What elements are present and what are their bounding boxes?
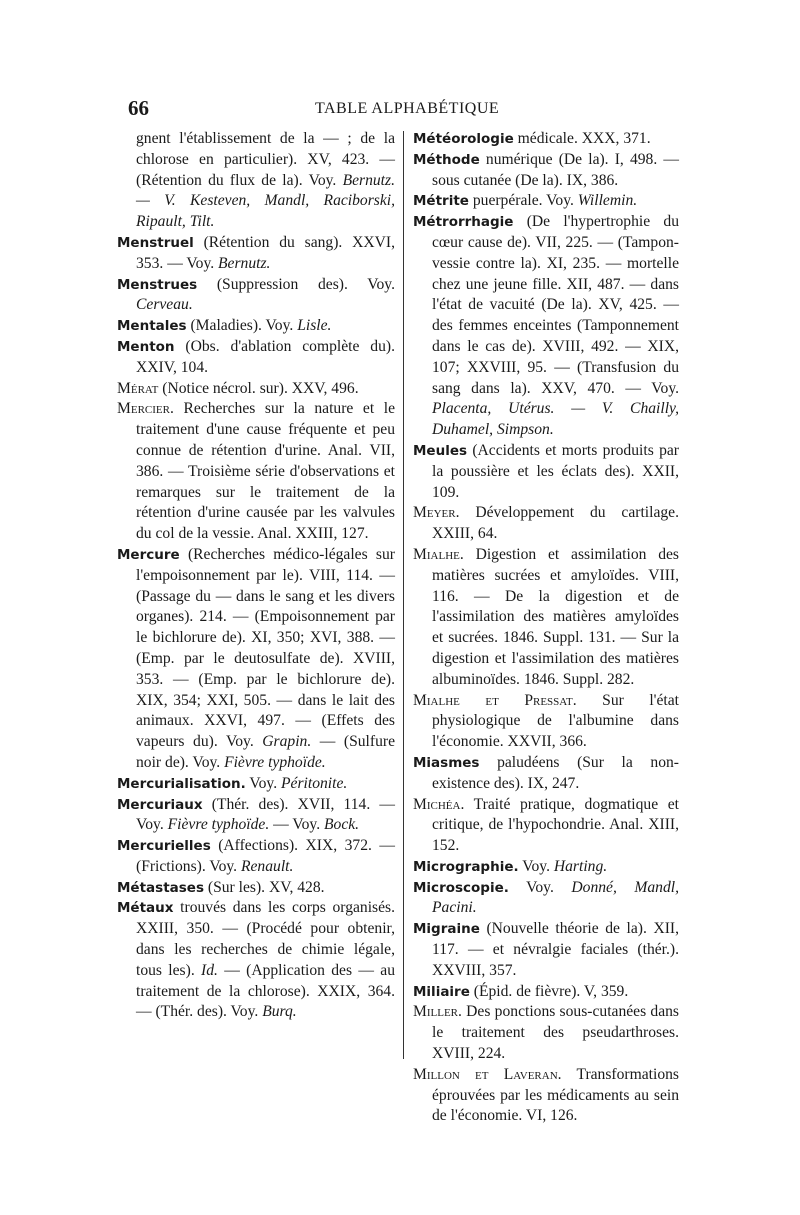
entry-headword: Méthode xyxy=(413,151,480,168)
entry-headword: Migraine xyxy=(413,921,480,938)
index-entry xyxy=(117,836,395,878)
entry-headword: Microscopie. xyxy=(413,879,509,896)
entry-text: (Suppression des). Voy. xyxy=(197,275,395,293)
index-entry xyxy=(117,337,395,379)
entry-text: (Accidents et morts produits par la poussière et les éclats des). XXII, 109. xyxy=(432,441,679,501)
entry-text: (Sur les). XV, 428. xyxy=(203,878,325,896)
index-entry xyxy=(413,919,679,981)
index-entry xyxy=(413,1065,679,1127)
entry-reference: Fièvre typhoïde. xyxy=(167,816,270,834)
entry-text: Digestion et assimilation des matières sucrées et amyloïdes. VIII, 116. — De la digestion et de l'assimilation des matières amyloïdes et sucrées. 1846. Suppl. 131. — Sur la digestion et l'assimilation des matières albuminoïdes. 1846. Suppl. 282. xyxy=(432,545,679,688)
index-entry xyxy=(413,878,679,920)
entry-text: (Maladies). Voy. xyxy=(186,317,298,335)
index-entry xyxy=(117,379,395,400)
entry-headword: Mercurialisation. xyxy=(117,775,246,792)
index-entry xyxy=(413,441,679,503)
entry-text: médicale. XXX, 371. xyxy=(513,130,651,147)
index-entry xyxy=(117,275,395,317)
index-entry xyxy=(117,795,395,837)
entry-reference: Renault. xyxy=(240,857,294,875)
entry-headword: Mercure xyxy=(117,546,180,563)
entry-text: Sur l'état physiologique de l'albumine dans l'économie. XXVII, 366. xyxy=(432,691,679,751)
entry-text: gnent l'établissement de la — ; de la chlorose en particulier). XV, 423. — (Rétention du flux de la). Voy. xyxy=(136,130,395,189)
entry-reference: Id. xyxy=(201,961,218,979)
entry-text: Traité pratique, dogmatique et critique, de l'hypochondrie. Anal. XIII, 152. xyxy=(432,795,679,855)
entry-text: Développement du cartilage. XXIII, 64. xyxy=(432,504,679,543)
right-column xyxy=(413,129,679,1127)
entry-reference: Donné, Mandl, Pacini. xyxy=(432,878,679,917)
entry-text: (Nouvelle théorie de la). XII, 117. — et névralgie faciales (thér.). XXVIII, 357. xyxy=(432,920,679,979)
index-entry xyxy=(413,503,679,545)
index-entry xyxy=(413,982,679,1003)
entry-text: Voy. xyxy=(245,774,282,792)
index-entry xyxy=(413,753,679,795)
entry-headword: Mercier. xyxy=(117,400,174,418)
entry-headword: Mialhe. xyxy=(413,545,464,563)
entry-headword: Métrorrhagie xyxy=(413,214,514,231)
index-entry xyxy=(413,545,679,691)
entry-headword: Meyer. xyxy=(413,504,460,522)
entry-headword: Miller. xyxy=(413,1003,462,1021)
entry-text: paludéens (Sur la non-existence des). IX, 247. xyxy=(432,753,679,792)
entry-headword: Millon et Laveran. xyxy=(413,1065,562,1083)
entry-reference: Fièvre typhoïde. xyxy=(224,753,326,771)
entry-headword: Micrographie. xyxy=(413,858,519,875)
entry-reference: Bernutz. xyxy=(218,254,271,272)
entry-text: trouvés dans les corps organisés. XXIII, 350. — (Procédé pour obtenir, dans les recherches de chimie légale, tous les). xyxy=(136,899,395,979)
entry-reference: Bock. xyxy=(324,816,360,834)
entry-headword: Mialhe et Pressat. xyxy=(413,691,577,709)
running-title: TABLE ALPHABÉTIQUE xyxy=(315,100,500,117)
entry-text: — (Application des — au traitement de la chlorose). XXIX, 364. — (Thér. des). Voy. xyxy=(136,961,395,1021)
entry-text: Voy. xyxy=(508,878,572,896)
entry-text: Recherches sur la nature et le traitement d'une cause fréquente et peu connue de rétention d'urine. Anal. VII, 386. — Troisième série d'observations et remarques sur le traitement de la rétention d'urine causée par les valvules du col de la vessie. Anal. XXIII, 127. xyxy=(136,400,395,543)
index-entry xyxy=(413,150,679,192)
index-entry xyxy=(413,795,679,857)
entry-text: (Recherches médico-légales sur l'empoisonnement par le). VIII, 114. — (Passage du — dans le sang et les divers organes). 214. — (Empoisonnement par le bichlorure de). XI, 350; XVI, 388. — (Emp. par le deutosulfate de). XVIII, 353. — (Emp. par le bichlorure de). XIX, 354; XXI, 505. — dans le lait des animaux. XXVI, 497. — (Effets des vapeurs du). Voy. xyxy=(136,545,395,751)
entry-headword: Mentales xyxy=(117,318,187,335)
entry-headword: Meules xyxy=(413,442,468,459)
entry-reference: Willemin. xyxy=(577,192,638,210)
entry-text: Transformations éprouvées par les médicaments au sein de l'économie. VI, 126. xyxy=(432,1065,679,1125)
entry-headword: Mercuriaux xyxy=(117,796,203,813)
index-entry xyxy=(413,857,679,878)
index-entry xyxy=(413,1002,679,1064)
index-entry xyxy=(117,233,395,275)
entry-reference: Cerveau. xyxy=(136,296,193,314)
entry-text: (Obs. d'ablation complète du). XXIV, 104. xyxy=(136,337,395,376)
entry-headword: Menstruel xyxy=(117,234,194,251)
entry-headword: Miliaire xyxy=(413,983,470,1000)
entry-reference: Péritonite. xyxy=(281,774,348,792)
entry-text: puerpérale. Voy. xyxy=(468,192,578,210)
entry-headword: Métaux xyxy=(117,900,174,917)
entry-text: (De l'hypertrophie du cœur cause de). VII, 225. — (Tampon-vessie contre la). XI, 235. — mortelle chez une jeune fille. XII, 487. — dans l'état de vacuité (De la). XV, 425. — des femmes enceintes (Tamponnement dans le cas de). XVIII, 492. — XIX, 107; XXVIII, 95. — (Transfusion du sang dans la). XXV, 470. — Voy. xyxy=(432,213,679,397)
index-entry xyxy=(413,691,679,753)
index-entry xyxy=(413,212,679,441)
entry-reference: Placenta, Utérus. — V. Chailly, Duhamel, Simpson. xyxy=(432,400,679,439)
entry-text: Voy. xyxy=(518,857,554,875)
page-header xyxy=(108,96,688,126)
entry-text: (Épid. de fièvre). V, 359. xyxy=(469,982,629,1000)
entry-reference: Burq. xyxy=(262,1003,297,1021)
entry-headword: Menton xyxy=(117,338,175,355)
entry-reference: Bernutz. — V. Kesteven, Mandl, Raciborski, Ripault, Tilt. xyxy=(136,171,395,231)
left-column xyxy=(117,129,395,1023)
index-entry xyxy=(117,399,395,545)
column-divider xyxy=(403,131,404,1059)
entry-headword: Métrite xyxy=(413,193,469,210)
index-entry xyxy=(117,878,395,899)
entry-headword: Météorologie xyxy=(413,131,514,147)
entry-text: Des ponctions sous-cutanées dans le traitement des pseudarthroses. XVIII, 224. xyxy=(432,1003,679,1063)
index-entry xyxy=(117,898,395,1023)
entry-headword: Michéa. xyxy=(413,795,465,813)
entry-text: (Rétention du sang). XXVI, 353. — Voy. xyxy=(136,233,395,272)
entry-text: — (Sulfure noir de). Voy. xyxy=(136,733,395,771)
entry-headword: Mérat xyxy=(117,379,159,397)
entry-reference: Lisle. xyxy=(297,317,332,335)
index-entry xyxy=(117,129,395,233)
index-entry xyxy=(413,129,679,150)
entry-text: (Affections). XIX, 372. — (Frictions). Voy. xyxy=(136,837,395,875)
index-entry xyxy=(117,774,395,795)
index-entry xyxy=(117,316,395,337)
entry-reference: Grapin. xyxy=(262,733,312,751)
page-number: 66 xyxy=(128,96,149,120)
entry-text: (Notice nécrol. sur). XXV, 496. xyxy=(158,379,359,397)
entry-text: — Voy. xyxy=(269,816,324,834)
entry-text: numérique (De la). I, 498. — sous cutanée (De la). IX, 386. xyxy=(432,150,679,189)
entry-headword: Mercurielles xyxy=(117,838,211,855)
entry-headword: Métastases xyxy=(117,879,204,896)
entry-reference: Harting. xyxy=(553,857,608,875)
index-entry xyxy=(117,545,395,774)
entry-text: (Thér. des). XVII, 114. — Voy. xyxy=(136,795,395,834)
entry-headword: Miasmes xyxy=(413,754,480,771)
entry-headword: Menstrues xyxy=(117,276,198,293)
index-entry xyxy=(413,191,679,212)
